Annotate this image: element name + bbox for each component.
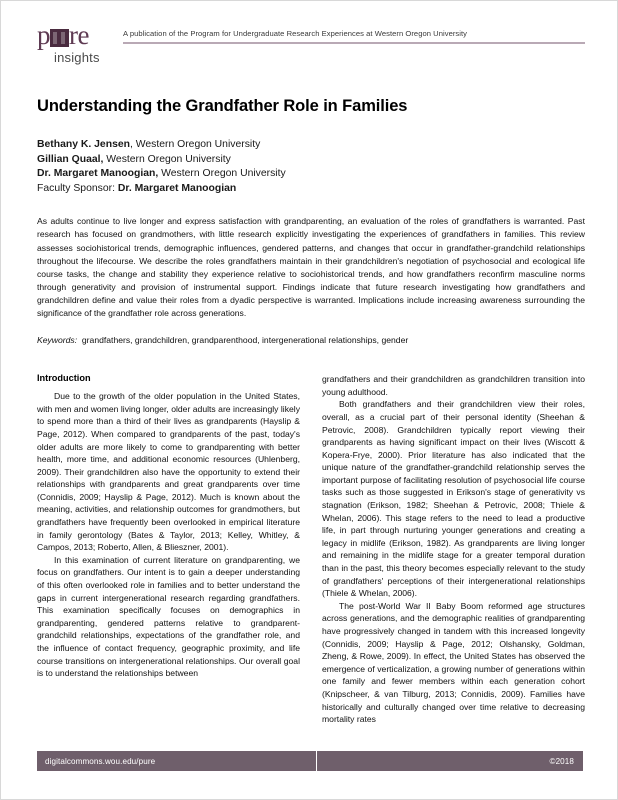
body-column-right [322,373,585,726]
author-affiliation: Western Oregon University [161,168,286,180]
body-paragraph: Due to the growth of the older population in the United States, with men and women living longer, older adults are increasingly likely to spend more than a third of their lives as grandparents (Hayslip & Page, 2012). When compared to grandparents of the past, today's older adults are more likely to come to grandparenting with better health, more time, and additional economic resources (Uhlenberg, 2009). Their grandchildren also have the opportunity to extend their relationships with grandparents and great grandparents over time (Connidis, 2009; Hayslip & Page, 2012). Much is known about the meaning, activities, and relationship outcomes for grandmothers, but grandfathers have frequently been overlooked in empirical literature in family gerontology (Bates & Taylor, 2013; Kelley, Whitley, & Campos, 2013; Roberto, Allen, & Blieszner, 2001). [37,391,300,553]
abstract-text: As adults continue to live longer and express satisfaction with grandparenting, an evaluation of the roles of grandfathers is warranted. Past research has focused on grandmothers, with little research explicitly investigating the experiences of grandfathers in families. This review assesses sociohistorical trends, demographic influences, gendered patterns, and changes that occur in grandfather-grandchild relationships throughout the lifecourse. We describe the roles grandfathers maintain in their grandchildren's negotiation of psychosocial and ecological life course tasks, the change and stability they experience relative to sociohistorical trends, and how grandfathers reconfirm masculine norms through generativity and provision of instrumental support. Findings indicate that future research investigating how grandfathers and grandchildren define and value their roles from a dyadic perspective is warranted. Implications include increasing awareness surrounding the significance of the grandfather role across generations. [37,216,585,319]
masthead [37,21,585,73]
keywords-label: Keywords: [37,335,78,346]
author-name: Bethany K. Jensen [37,139,130,150]
footer-url[interactable]: digitalcommons.wou.edu/pure [37,751,317,771]
logo-wordmark [37,22,119,49]
publication-tagline: A publication of the Program for Undergraduate Research Experiences at Western Oregon University [123,29,468,38]
page-title: Understanding the Grandfather Role in Families [37,97,408,115]
faculty-sponsor-label: Faculty Sponsor: [37,182,118,194]
keywords-line [37,334,585,347]
author-name: Dr. Margaret Manoogian, [37,168,159,180]
logo-subtitle: insights [54,50,100,65]
body-column-left [37,373,300,726]
section-heading-introduction: Introduction [37,373,91,384]
page-footer [37,751,583,771]
body-paragraph: Both grandfathers and their grandchildren view their roles, overall, as a crucial part of their personal identity (Sheehan & Petrovic, 2008). Grandchildren typically report viewing their grandparents as having significant impact on their lives (Wiscott & Kopera-Frye, 2000). Prior literature has also indicated that the unique nature of the grandfather-grandchild relationship serves the important purpose of facilitating resolution of psychosocial life course tasks such as those suggested in Erikson's stage of generativity vs stagnation (Erikson, 1982; Sheehan & Petrovic, 2008; Thiele & Whelan, 2006). This stage refers to the need to lead a productive life, in part through nurturing younger generations and creating a legacy in midlife (Erikson, 1982). As grandparents are living longer and remaining in the midlife stage for a greater temporal duration than in the past, this theory becomes especially relevant to the study of grandfathers' perceptions of their intergenerational relationships (Thiele & Whelan, 2006). [322,399,585,599]
footer-copyright: ©2018 [549,756,574,766]
body-columns [37,373,585,726]
body-paragraph: In this examination of current literature on grandparenting, we focus on grandfathers. Our intent is to gain a deeper understanding of this often overlooked role in families and to better understand the gaps in current intergenerational research regarding grandfathers. This examination specifically focuses on demographics in grandparenting, gendered patterns relative to grandparent-grandchild relationships, expectations of the grandfather role, and the influence of contact frequency, geographic proximity, and life course transitions on intergenerational relationships. Our overall goal is to understand the relationships between [37,554,300,679]
logo-letters-re: re [69,20,89,50]
body-paragraph: The post-World War II Baby Boom reformed age structures across generations, and the demographic realities of grandparenting have progressively changed in tandem with this increased longevity (Connidis, 2009; Hayslip & Page, 2012; Olshansky, Goldman, Zheng, & Rowe, 2009). In effect, the United States has observed the emergence of verticalization, a growing number of generations within one family and fewer members within each generation cohort (Knipscheer, & van Tilburg, 2013; Connidis, 2009). Families have historically and culturally changed over time relative to decreasing mortality rates [322,600,585,725]
author-separator: , [129,139,136,150]
author-affiliation: Western Oregon University [135,139,261,150]
author-affiliation: Western Oregon University [106,153,231,165]
author-row [37,138,585,153]
author-name: Gillian Quaal, [37,153,104,165]
author-row [37,167,585,182]
keywords-terms: grandfathers, grandchildren, grandparenthood, intergenerational relationships, gender [81,335,409,346]
logo-u-block-icon [50,29,69,47]
faculty-sponsor-name: Dr. Margaret Manoogian [117,182,237,194]
masthead-divider-rule [123,42,585,44]
journal-logo [37,21,119,65]
author-list [37,138,585,196]
masthead-tagline-block [119,21,585,44]
author-row [37,153,585,168]
page-content [37,21,585,726]
logo-letter-p: p [37,20,50,50]
faculty-sponsor-row [37,182,585,197]
body-paragraph: grandfathers and their grandchildren as grandchildren transition into young adulthood. [322,374,585,397]
